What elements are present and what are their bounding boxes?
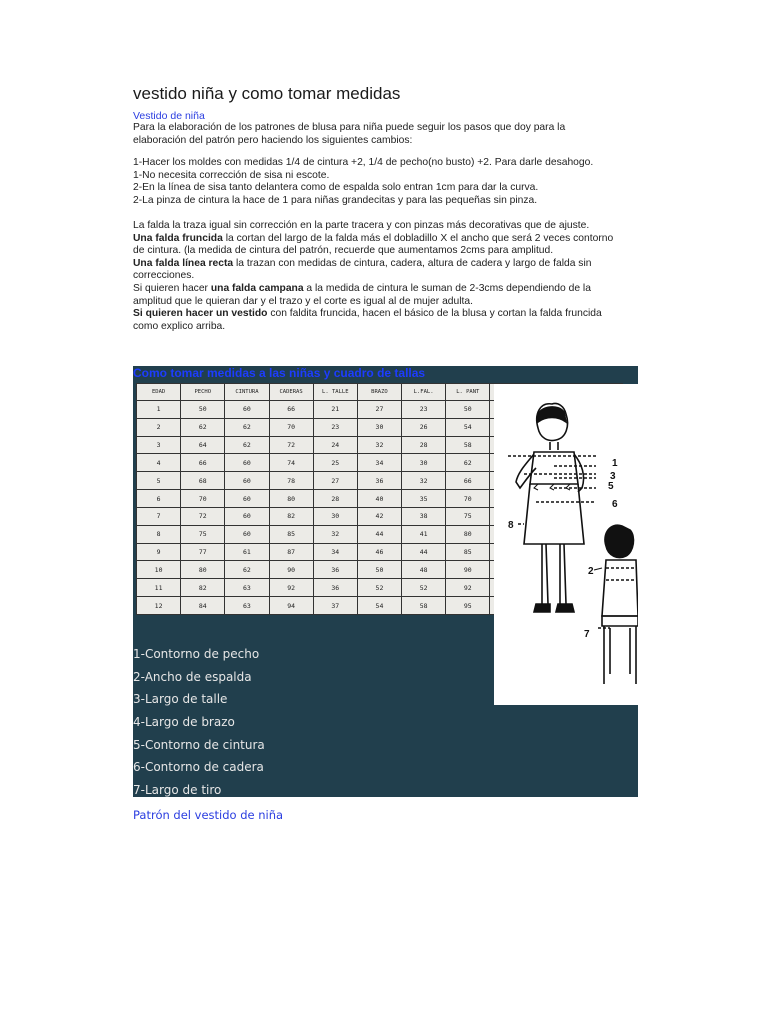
table-cell: 50 xyxy=(181,401,225,419)
table-cell: 74 xyxy=(269,454,313,472)
label-7: 7 xyxy=(584,629,590,640)
column-header: BRAZO xyxy=(357,384,401,401)
table-cell: 58 xyxy=(402,597,446,615)
table-cell: 42 xyxy=(357,507,401,525)
table-cell: 46 xyxy=(357,543,401,561)
legend-item: 4-Largo de brazo xyxy=(133,715,235,730)
label-3: 3 xyxy=(610,471,616,482)
table-cell: 54 xyxy=(357,597,401,615)
table-cell: 32 xyxy=(402,472,446,490)
table-cell: 5 xyxy=(137,472,181,490)
table-cell: 62 xyxy=(225,418,269,436)
intro-line: Para la elaboración de los patrones de blusa para niña puede seguir los pasos que doy para la xyxy=(133,122,566,133)
step-line: 1-No necesita corrección de sisa ni escote. xyxy=(133,169,330,181)
column-header: CADERAS xyxy=(269,384,313,401)
table-cell: 58 xyxy=(446,436,490,454)
table-cell: 8 xyxy=(137,525,181,543)
table-cell: 66 xyxy=(181,454,225,472)
table-cell: 50 xyxy=(446,401,490,419)
label-8: 8 xyxy=(508,520,514,531)
skirt-line xyxy=(133,283,633,296)
column-header: L.FAL. xyxy=(402,384,446,401)
table-cell: 44 xyxy=(357,525,401,543)
legend-item: 6-Contorno de cadera xyxy=(133,760,264,775)
table-cell: 60 xyxy=(225,490,269,508)
table-cell: 80 xyxy=(181,561,225,579)
table-cell: 9 xyxy=(137,543,181,561)
bold-term: Una falda fruncida xyxy=(133,232,223,244)
table-cell: 12 xyxy=(137,597,181,615)
table-cell: 30 xyxy=(402,454,446,472)
table-cell: 36 xyxy=(357,472,401,490)
seated-girl-figure xyxy=(594,525,638,684)
skirt-paragraph xyxy=(133,220,633,333)
table-cell: 61 xyxy=(225,543,269,561)
table-cell: 21 xyxy=(313,401,357,419)
bold-term: Si quieren hacer un vestido xyxy=(133,308,268,320)
table-cell: 92 xyxy=(269,579,313,597)
table-cell: 64 xyxy=(181,436,225,454)
table-cell: 62 xyxy=(181,418,225,436)
table-cell: 11 xyxy=(137,579,181,597)
label-1: 1 xyxy=(612,458,618,469)
column-header: L. TALLE xyxy=(313,384,357,401)
table-cell: 60 xyxy=(225,401,269,419)
table-cell: 84 xyxy=(181,597,225,615)
table-cell: 25 xyxy=(313,454,357,472)
bold-term: Una falda línea recta xyxy=(133,257,234,269)
table-cell: 60 xyxy=(225,454,269,472)
table-cell: 4 xyxy=(137,454,181,472)
table-cell: 26 xyxy=(402,418,446,436)
step-line: 2-La pinza de cintura la hace de 1 para niñas grandecitas y para las pequeñas sin pinza. xyxy=(133,194,538,206)
table-cell: 94 xyxy=(269,597,313,615)
table-cell: 48 xyxy=(402,561,446,579)
girl-figures-drawing xyxy=(494,384,638,705)
table-cell: 78 xyxy=(269,472,313,490)
table-cell: 92 xyxy=(446,579,490,597)
table-cell: 70 xyxy=(446,490,490,508)
table-cell: 36 xyxy=(313,579,357,597)
table-cell: 52 xyxy=(357,579,401,597)
text: Si quieren hacer xyxy=(133,282,211,294)
table-cell: 1 xyxy=(137,401,181,419)
table-cell: 34 xyxy=(313,543,357,561)
table-cell: 27 xyxy=(313,472,357,490)
legend-item: 3-Largo de talle xyxy=(133,692,228,707)
bold-term: una falda campana xyxy=(210,282,304,294)
table-cell: 70 xyxy=(269,418,313,436)
table-cell: 66 xyxy=(269,401,313,419)
table-cell: 23 xyxy=(402,401,446,419)
label-2: 2 xyxy=(588,566,594,577)
table-cell: 60 xyxy=(225,507,269,525)
table-cell: 75 xyxy=(181,525,225,543)
table-cell: 23 xyxy=(313,418,357,436)
table-cell: 37 xyxy=(313,597,357,615)
table-cell: 50 xyxy=(357,561,401,579)
step-line: 2-En la línea de sisa tanto delantera como de espalda solo entran 1cm para dar la curva. xyxy=(133,182,539,194)
panel-heading: Como tomar medidas a las niñas y cuadro de tallas xyxy=(133,366,426,380)
table-cell: 85 xyxy=(446,543,490,561)
skirt-line: La falda la traza igual sin corrección en la parte tracera y con pinzas más decorativas que de ajuste. xyxy=(133,220,590,231)
table-cell: 63 xyxy=(225,597,269,615)
step-line: 1-Hacer los moldes con medidas 1/4 de cintura +2, 1/4 de pecho(no busto) +2. Para darle desahogo. xyxy=(133,157,594,168)
intro-paragraph xyxy=(133,122,633,147)
table-cell: 80 xyxy=(446,525,490,543)
table-cell: 62 xyxy=(225,436,269,454)
table-cell: 75 xyxy=(446,507,490,525)
table-cell: 30 xyxy=(357,418,401,436)
subtitle-link[interactable]: Vestido de niña xyxy=(133,110,205,122)
table-cell: 60 xyxy=(225,472,269,490)
skirt-line: correcciones. xyxy=(133,270,195,282)
table-cell: 85 xyxy=(269,525,313,543)
table-cell: 72 xyxy=(269,436,313,454)
legend-item: 1-Contorno de pecho xyxy=(133,647,260,661)
table-cell: 80 xyxy=(269,490,313,508)
skirt-line: de cintura. (la medida de cintura del patrón, recuerde que aumentamos 2cms para amplitud. xyxy=(133,245,554,257)
table-cell: 35 xyxy=(402,490,446,508)
measuring-illustration xyxy=(494,384,638,705)
skirt-line xyxy=(133,233,633,246)
table-cell: 62 xyxy=(225,561,269,579)
steps-list xyxy=(133,157,633,207)
table-cell: 32 xyxy=(357,436,401,454)
table-cell: 90 xyxy=(446,561,490,579)
column-header: L. PANT xyxy=(446,384,490,401)
text: con faldita fruncida, hacen el básico de la blusa y cortan la falda fruncida xyxy=(267,308,602,320)
table-cell: 6 xyxy=(137,490,181,508)
table-cell: 41 xyxy=(402,525,446,543)
skirt-line: amplitud que le quieran dar y el trazo y el corte es igual al de mujer adulta. xyxy=(133,295,473,307)
skirt-line: como explico arriba. xyxy=(133,320,226,332)
legend-item: 7-Largo de tiro xyxy=(133,783,222,798)
column-header: PECHO xyxy=(181,384,225,401)
table-cell: 70 xyxy=(181,490,225,508)
table-cell: 68 xyxy=(181,472,225,490)
table-cell: 62 xyxy=(446,454,490,472)
column-header: EDAD xyxy=(137,384,181,401)
measurement-legend xyxy=(133,643,265,802)
table-cell: 82 xyxy=(269,507,313,525)
table-cell: 60 xyxy=(225,525,269,543)
table-cell: 66 xyxy=(446,472,490,490)
table-cell: 34 xyxy=(357,454,401,472)
table-cell: 54 xyxy=(446,418,490,436)
table-cell: 28 xyxy=(313,490,357,508)
text: la trazan con medidas de cintura, cadera, altura de cadera y largo de falda sin xyxy=(233,257,592,269)
label-5: 5 xyxy=(608,481,614,492)
table-cell: 10 xyxy=(137,561,181,579)
table-cell: 77 xyxy=(181,543,225,561)
table-cell: 82 xyxy=(181,579,225,597)
table-cell: 24 xyxy=(313,436,357,454)
table-cell: 72 xyxy=(181,507,225,525)
label-6: 6 xyxy=(612,499,618,510)
table-cell: 28 xyxy=(402,436,446,454)
skirt-line xyxy=(133,308,633,321)
text: la cortan del largo de la falda más el dobladillo X el ancho que será 2 veces contorno xyxy=(222,232,614,244)
table-cell: 52 xyxy=(402,579,446,597)
table-cell: 95 xyxy=(446,597,490,615)
table-cell: 7 xyxy=(137,507,181,525)
legend-item: 5-Contorno de cintura xyxy=(133,737,265,752)
pattern-link[interactable]: Patrón del vestido de niña xyxy=(133,808,284,822)
text: a la medida de cintura le suman de 2-3cms dependiendo de la xyxy=(303,282,591,294)
table-cell: 3 xyxy=(137,436,181,454)
table-cell: 2 xyxy=(137,418,181,436)
table-cell: 30 xyxy=(313,507,357,525)
intro-line: elaboración del patrón pero haciendo los siguientes cambios: xyxy=(133,134,413,146)
legend-item: 2-Ancho de espalda xyxy=(133,669,252,684)
skirt-line xyxy=(133,258,633,271)
table-cell: 44 xyxy=(402,543,446,561)
table-cell: 32 xyxy=(313,525,357,543)
page-title: vestido niña y como tomar medidas xyxy=(133,84,401,103)
table-cell: 40 xyxy=(357,490,401,508)
table-cell: 90 xyxy=(269,561,313,579)
table-cell: 27 xyxy=(357,401,401,419)
table-cell: 38 xyxy=(402,507,446,525)
table-cell: 63 xyxy=(225,579,269,597)
table-cell: 87 xyxy=(269,543,313,561)
table-cell: 36 xyxy=(313,561,357,579)
standing-girl-figure xyxy=(516,403,584,612)
column-header: CINTURA xyxy=(225,384,269,401)
